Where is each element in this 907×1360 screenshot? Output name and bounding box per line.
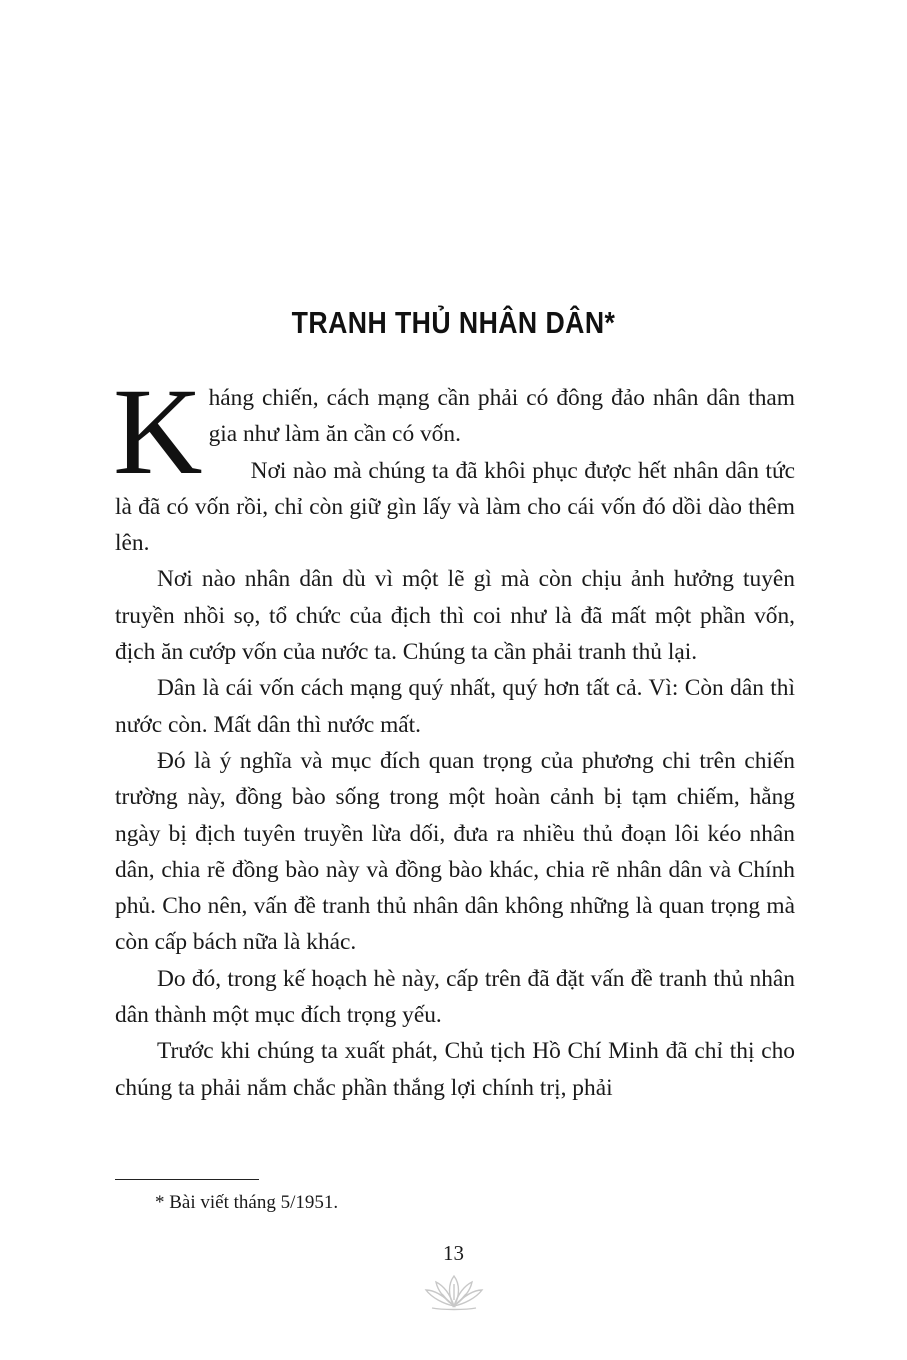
page-number: 13 xyxy=(443,1241,464,1265)
body-text xyxy=(113,363,795,1106)
lotus-ornament-icon xyxy=(418,1270,490,1314)
paragraph-7: Trước khi chúng ta xuất phát, Chủ tịch Hồ Chí Minh đã chỉ thị cho chúng ta phải nắm chắc phần thắng lợi chính trị, phải xyxy=(115,1038,795,1101)
drop-cap: K xyxy=(113,363,203,500)
paragraph-1-text: háng chiến, cách mạng cần phải có đông đảo nhân dân tham gia như làm ăn cần có vốn. xyxy=(208,385,795,448)
paragraph-5: Đó là ý nghĩa và mục đích quan trọng của phương chi trên chiến trường này, đồng bào sống trong một hoàn cảnh bị tạm chiếm, hằng ngày bị địch tuyên truyền lừa dối, đưa ra nhiều thủ đoạn lôi kéo nhân dân, chia rẽ đồng bào này và đồng bào khác, chia rẽ nhân dân và Chính phủ. Cho nên, vấn đề tranh thủ nhân dân không những là quan trọng mà còn cấp bách nữa là khác. xyxy=(115,747,795,956)
footnote-divider xyxy=(115,1179,259,1180)
paragraph-4: Dân là cái vốn cách mạng quý nhất, quý hơn tất cả. Vì: Còn dân thì nước còn. Mất dân thì nước mất. xyxy=(115,675,795,738)
paragraph-2: Nơi nào mà chúng ta đã khôi phục được hết nhân dân tức là đã có vốn rồi, chỉ còn giữ gìn lấy và làm cho cái vốn đó dồi dào thêm lên. xyxy=(115,457,795,557)
paragraph-6: Do đó, trong kế hoạch hè này, cấp trên đã đặt vấn đề tranh thủ nhân dân thành một mục đích trọng yếu. xyxy=(115,965,795,1029)
paragraph-1 xyxy=(113,363,795,500)
chapter-title: TRANH THỦ NHÂN DÂN* xyxy=(291,304,616,340)
footnote: * Bài viết tháng 5/1951. xyxy=(155,1192,339,1213)
paragraph-3: Nơi nào nhân dân dù vì một lẽ gì mà còn chịu ảnh hưởng tuyên truyền nhồi sọ, tổ chức của địch thì coi như là đã mất một phần vốn, địch ăn cướp vốn của nước ta. Chúng ta cần phải tranh thủ lại. xyxy=(115,566,795,666)
